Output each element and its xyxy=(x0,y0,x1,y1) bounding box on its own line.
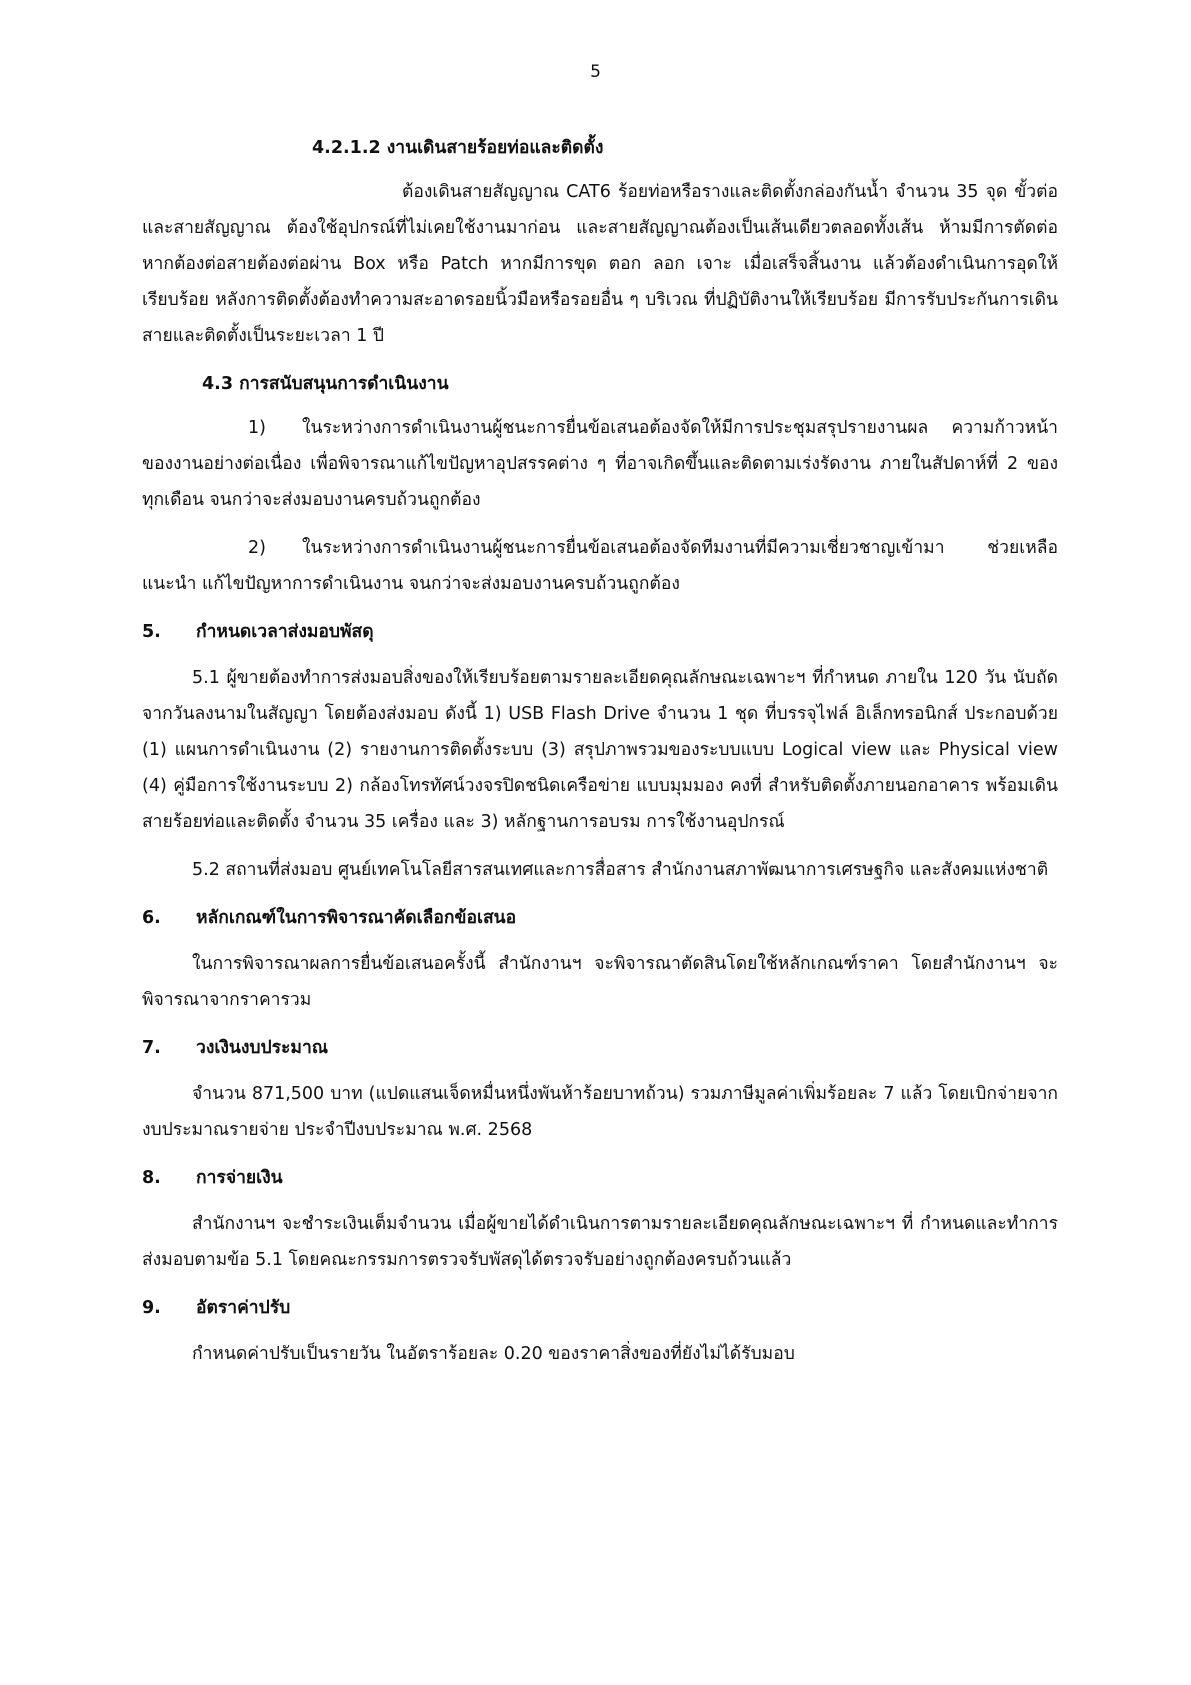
section-7-number: 7. xyxy=(142,1038,161,1058)
section-7-title: วงเงินงบประมาณ xyxy=(196,1038,329,1058)
page-number: 5 xyxy=(590,62,601,82)
section-4-3-heading: 4.3 การสนับสนุนการดำเนินงาน xyxy=(202,374,449,394)
section-4-2-1-2-body: ต้องเดินสายสัญญาณ CAT6 ร้อยท่อหรือรางและติดตั้งกล่องกันน้ำ จำนวน 35 จุด ขั้วต่อและสายสัญญาณ ต้องใช้อุปกรณ์ที่ไม่เคยใช้งานมาก่อน และสายสัญญาณต้องเป็นเส้นเดียวตลอดทั้งเส้น ห้ามมีการตัดต่อ หากต้องต่อสายต้องต่อผ่าน Box หรือ Patch หากมีการขุด ตอก ลอก เจาะ เมื่อเสร็จสิ้นงาน แล้วต้องดำเนินการอุดให้เรียบร้อย หลังการติดตั้งต้องทำความสะอาดรอยนิ้วมือหรือรอยอื่น ๆ บริเวณ ที่ปฏิบัติงานให้เรียบร้อย มีการรับประกันการเดินสายและติดตั้งเป็นระยะเวลา 1 ปี xyxy=(142,182,1058,346)
section-9-body: กำหนดค่าปรับเป็นรายวัน ในอัตราร้อยละ 0.20 ของราคาสิ่งของที่ยังไม่ได้รับมอบ xyxy=(192,1344,795,1364)
section-4-2-1-2-heading: 4.2.1.2 งานเดินสายร้อยท่อและติดตั้ง xyxy=(312,138,604,158)
section-6-number: 6. xyxy=(142,908,161,928)
item-2-number: 2) xyxy=(248,538,266,558)
section-8-number: 8. xyxy=(142,1168,161,1188)
section-7-body: จำนวน 871,500 บาท (แปดแสนเจ็ดหมื่นหนึ่งพันห้าร้อยบาทถ้วน) รวมภาษีมูลค่าเพิ่มร้อยละ 7 แล้ว โดยเบิกจ่ายจากงบประมาณรายจ่าย ประจำปีงบประมาณ พ.ศ. 2568 xyxy=(142,1084,1058,1140)
item-1-number: 1) xyxy=(248,418,266,438)
section-7-heading xyxy=(142,1030,1058,1066)
item-2-text: ในระหว่างการดำเนินงานผู้ชนะการยื่นข้อเสนอต้องจัดทีมงานที่มีความเชี่ยวชาญเข้ามา ช่วยเหลือแนะนำ แก้ไขปัญหาการดำเนินงาน จนกว่าจะส่งมอบงานครบถ้วนถูกต้อง xyxy=(142,538,1058,594)
section-9-title: อัตราค่าปรับ xyxy=(196,1298,291,1318)
section-5-heading xyxy=(142,614,1058,650)
section-8-body: สำนักงานฯ จะชำระเงินเต็มจำนวน เมื่อผู้ขายได้ดำเนินการตามรายละเอียดคุณลักษณะเฉพาะฯ ที่ กำหนดและทำการส่งมอบตามข้อ 5.1 โดยคณะกรรมการตรวจรับพัสดุได้ตรวจรับอย่างถูกต้องครบถ้วนแล้ว xyxy=(142,1214,1058,1270)
section-6-body: ในการพิจารณาผลการยื่นข้อเสนอครั้งนี้ สำนักงานฯ จะพิจารณาตัดสินโดยใช้หลักเกณฑ์ราคา โดยสำนักงานฯ จะพิจารณาจากราคารวม xyxy=(142,954,1058,1010)
section-9-heading xyxy=(142,1290,1058,1326)
section-4-3-item-1 xyxy=(142,410,1058,518)
section-5-1: 5.1 ผู้ขายต้องทำการส่งมอบสิ่งของให้เรียบร้อยตามรายละเอียดคุณลักษณะเฉพาะฯ ที่กำหนด ภายใน 120 วัน นับถัดจากวันลงนามในสัญญา โดยต้องส่งมอบ ดังนี้ 1) USB Flash Drive จำนวน 1 ชุด ที่บรรจุไฟล์ อิเล็กทรอนิกส์ ประกอบด้วย (1) แผนการดำเนินงาน (2) รายงานการติดตั้งระบบ (3) สรุปภาพรวมของระบบแบบ Logical view และ Physical view (4) คู่มือการใช้งานระบบ 2) กล้องโทรทัศน์วงจรปิดชนิดเครือข่าย แบบมุมมอง คงที่ สำหรับติดตั้งภายนอกอาคาร พร้อมเดินสายร้อยท่อและติดตั้ง จำนวน 35 เครื่อง และ 3) หลักฐานการอบรม การใช้งานอุปกรณ์ xyxy=(142,668,1058,832)
section-8-heading xyxy=(142,1160,1058,1196)
section-8-title: การจ่ายเงิน xyxy=(196,1168,283,1188)
item-1-text: ในระหว่างการดำเนินงานผู้ชนะการยื่นข้อเสนอต้องจัดให้มีการประชุมสรุปรายงานผล ความก้าวหน้าของงานอย่างต่อเนื่อง เพื่อพิจารณาแก้ไขปัญหาอุปสรรคต่าง ๆ ที่อาจเกิดขึ้นและติดตามเร่งรัดงาน ภายในสัปดาห์ที่ 2 ของทุกเดือน จนกว่าจะส่งมอบงานครบถ้วนถูกต้อง xyxy=(142,418,1058,510)
section-4-3-item-2 xyxy=(142,530,1058,602)
section-5-2: 5.2 สถานที่ส่งมอบ ศูนย์เทคโนโลยีสารสนเทศและการสื่อสาร สำนักงานสภาพัฒนาการเศรษฐกิจ และสังคมแห่งชาติ xyxy=(192,860,1049,880)
section-5-number: 5. xyxy=(142,622,161,642)
section-9-number: 9. xyxy=(142,1298,161,1318)
section-5-title: กำหนดเวลาส่งมอบพัสดุ xyxy=(196,622,374,642)
section-6-title: หลักเกณฑ์ในการพิจารณาคัดเลือกข้อเสนอ xyxy=(196,908,517,928)
document-body xyxy=(142,130,1058,1384)
section-6-heading xyxy=(142,900,1058,936)
